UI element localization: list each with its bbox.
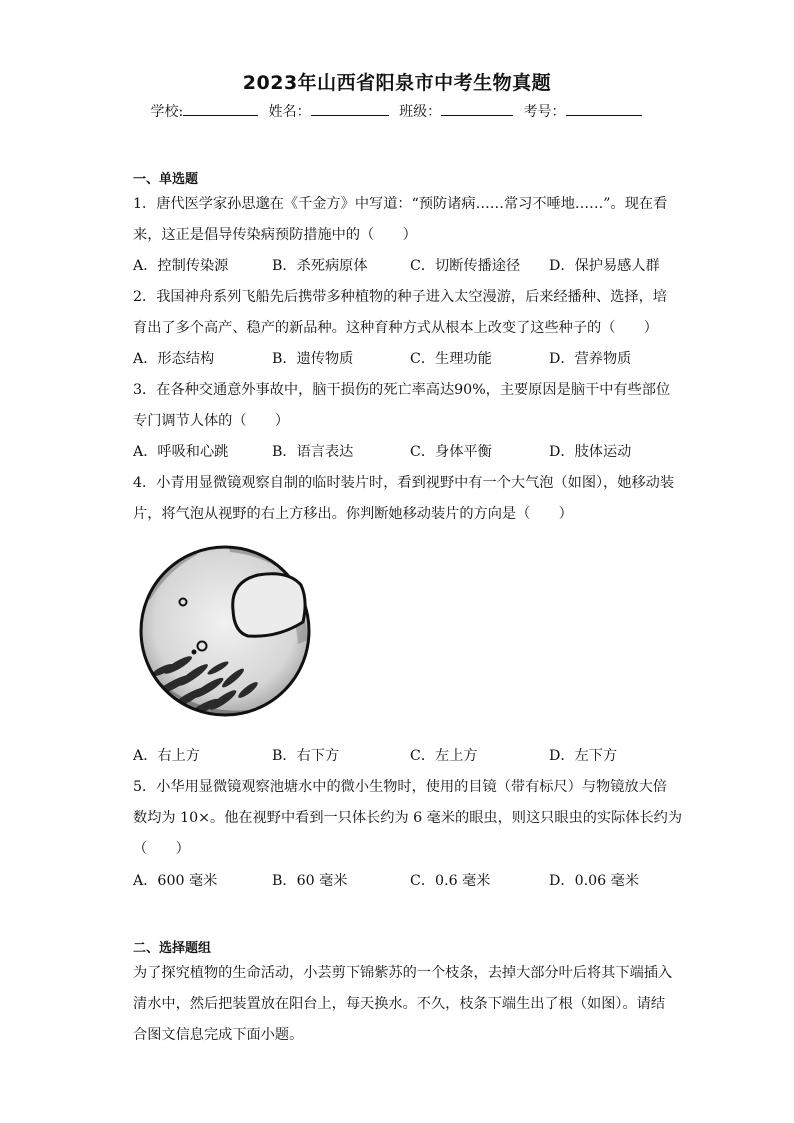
question-3-option-c[interactable]: C．身体平衡 <box>410 444 492 460</box>
exam-no-field <box>524 101 644 121</box>
question-5-line-1: 5．小华用显微镜观察池塘水中的微小生物时，使用的目镜（带有标尺）与物镜放大倍 <box>133 779 667 795</box>
name-field <box>269 101 391 121</box>
question-2-option-a[interactable]: A．形态结构 <box>133 351 215 367</box>
question-1-option-d[interactable]: D．保护易感人群 <box>549 258 660 274</box>
question-3-option-d[interactable]: D．肢体运动 <box>549 444 632 460</box>
name-blank[interactable] <box>311 101 389 116</box>
name-label: 姓名： <box>268 104 311 120</box>
question-4-line-1: 4．小青用显微镜观察自制的临时装片时，看到视野中有一个大气泡（如图），她移动装 <box>133 475 675 491</box>
school-field <box>150 101 260 121</box>
question-1-option-b[interactable]: B．杀死病原体 <box>272 258 368 274</box>
question-1-line-1: 1．唐代医学家孙思邈在《千金方》中写道：“预防诸病……常习不唾地……”。现在看 <box>133 196 668 212</box>
section-heading-single-choice: 一、单选题 <box>133 172 199 187</box>
question-3-option-b[interactable]: B．语言表达 <box>272 444 354 460</box>
question-4-option-d[interactable]: D．左下方 <box>549 748 618 764</box>
question-2-line-1: 2．我国神舟系列飞船先后携带多种植物的种子进入太空漫游，后来经播种、选择，培 <box>133 289 667 305</box>
question-2-option-c[interactable]: C．生理功能 <box>410 351 492 367</box>
class-blank[interactable] <box>441 101 513 116</box>
question-5-option-c[interactable]: C．0.6 毫米 <box>410 873 491 889</box>
group-intro-line-2: 清水中，然后把装置放在阳台上，每天换水。不久，枝条下端生出了根（如图）。请结 <box>133 996 666 1012</box>
student-info-line <box>0 101 794 121</box>
question-4-option-a[interactable]: A．右上方 <box>133 748 200 764</box>
group-intro-line-1: 为了探究植物的生命活动，小芸剪下锦紫苏的一个枝条，去掉大部分叶后将其下端插入 <box>133 965 673 981</box>
question-2-option-b[interactable]: B．遗传物质 <box>272 351 354 367</box>
microscope-field-figure <box>138 540 313 722</box>
school-blank[interactable] <box>183 101 258 116</box>
section-heading-group-choice: 二、选择题组 <box>133 941 212 956</box>
question-5-option-a[interactable]: A．600 毫米 <box>133 873 218 889</box>
question-1-option-a[interactable]: A．控制传染源 <box>133 258 229 274</box>
question-2-line-2: 育出了多个高产、稳产的新品种。这种育种方式从根本上改变了这些种子的（ ） <box>133 320 658 336</box>
question-2-option-d[interactable]: D．营养物质 <box>549 351 632 367</box>
question-5-line-2: 数均为 10×。他在视野中看到一只体长约为 6 毫米的眼虫，则这只眼虫的实际体长约为 <box>133 810 683 826</box>
exam-no-blank[interactable] <box>566 101 642 116</box>
question-4-option-c[interactable]: C．左上方 <box>410 748 478 764</box>
air-bubble-icon <box>233 574 305 636</box>
page-title: 2023年山西省阳泉市中考生物真题 <box>242 72 552 94</box>
question-5-line-3: （ ） <box>133 841 190 857</box>
question-3-line-1: 3．在各种交通意外事故中，脑干损伤的死亡率高达90%，主要原因是脑干中有些部位 <box>133 382 671 398</box>
school-label: 学校: <box>150 104 184 120</box>
question-5-option-b[interactable]: B．60 毫米 <box>272 873 348 889</box>
question-1-option-c[interactable]: C．切断传播途径 <box>410 258 521 274</box>
dark-particle-icon <box>192 650 197 655</box>
question-4-line-2: 片，将气泡从视野的右上方移出。你判断她移动装片的方向是（ ） <box>133 506 573 522</box>
exam-no-label: 考号： <box>523 104 566 120</box>
question-3-option-a[interactable]: A．呼吸和心跳 <box>133 444 229 460</box>
class-field <box>399 101 515 121</box>
question-5-option-d[interactable]: D．0.06 毫米 <box>549 873 640 889</box>
question-3-line-2: 专门调节人体的（ ） <box>133 413 290 429</box>
question-4-option-b[interactable]: B．右下方 <box>272 748 340 764</box>
group-intro-line-3: 合图文信息完成下面小题。 <box>133 1027 304 1043</box>
question-1-line-2: 来，这正是倡导传染病预防措施中的（ ） <box>133 227 417 243</box>
class-label: 班级： <box>399 104 442 120</box>
